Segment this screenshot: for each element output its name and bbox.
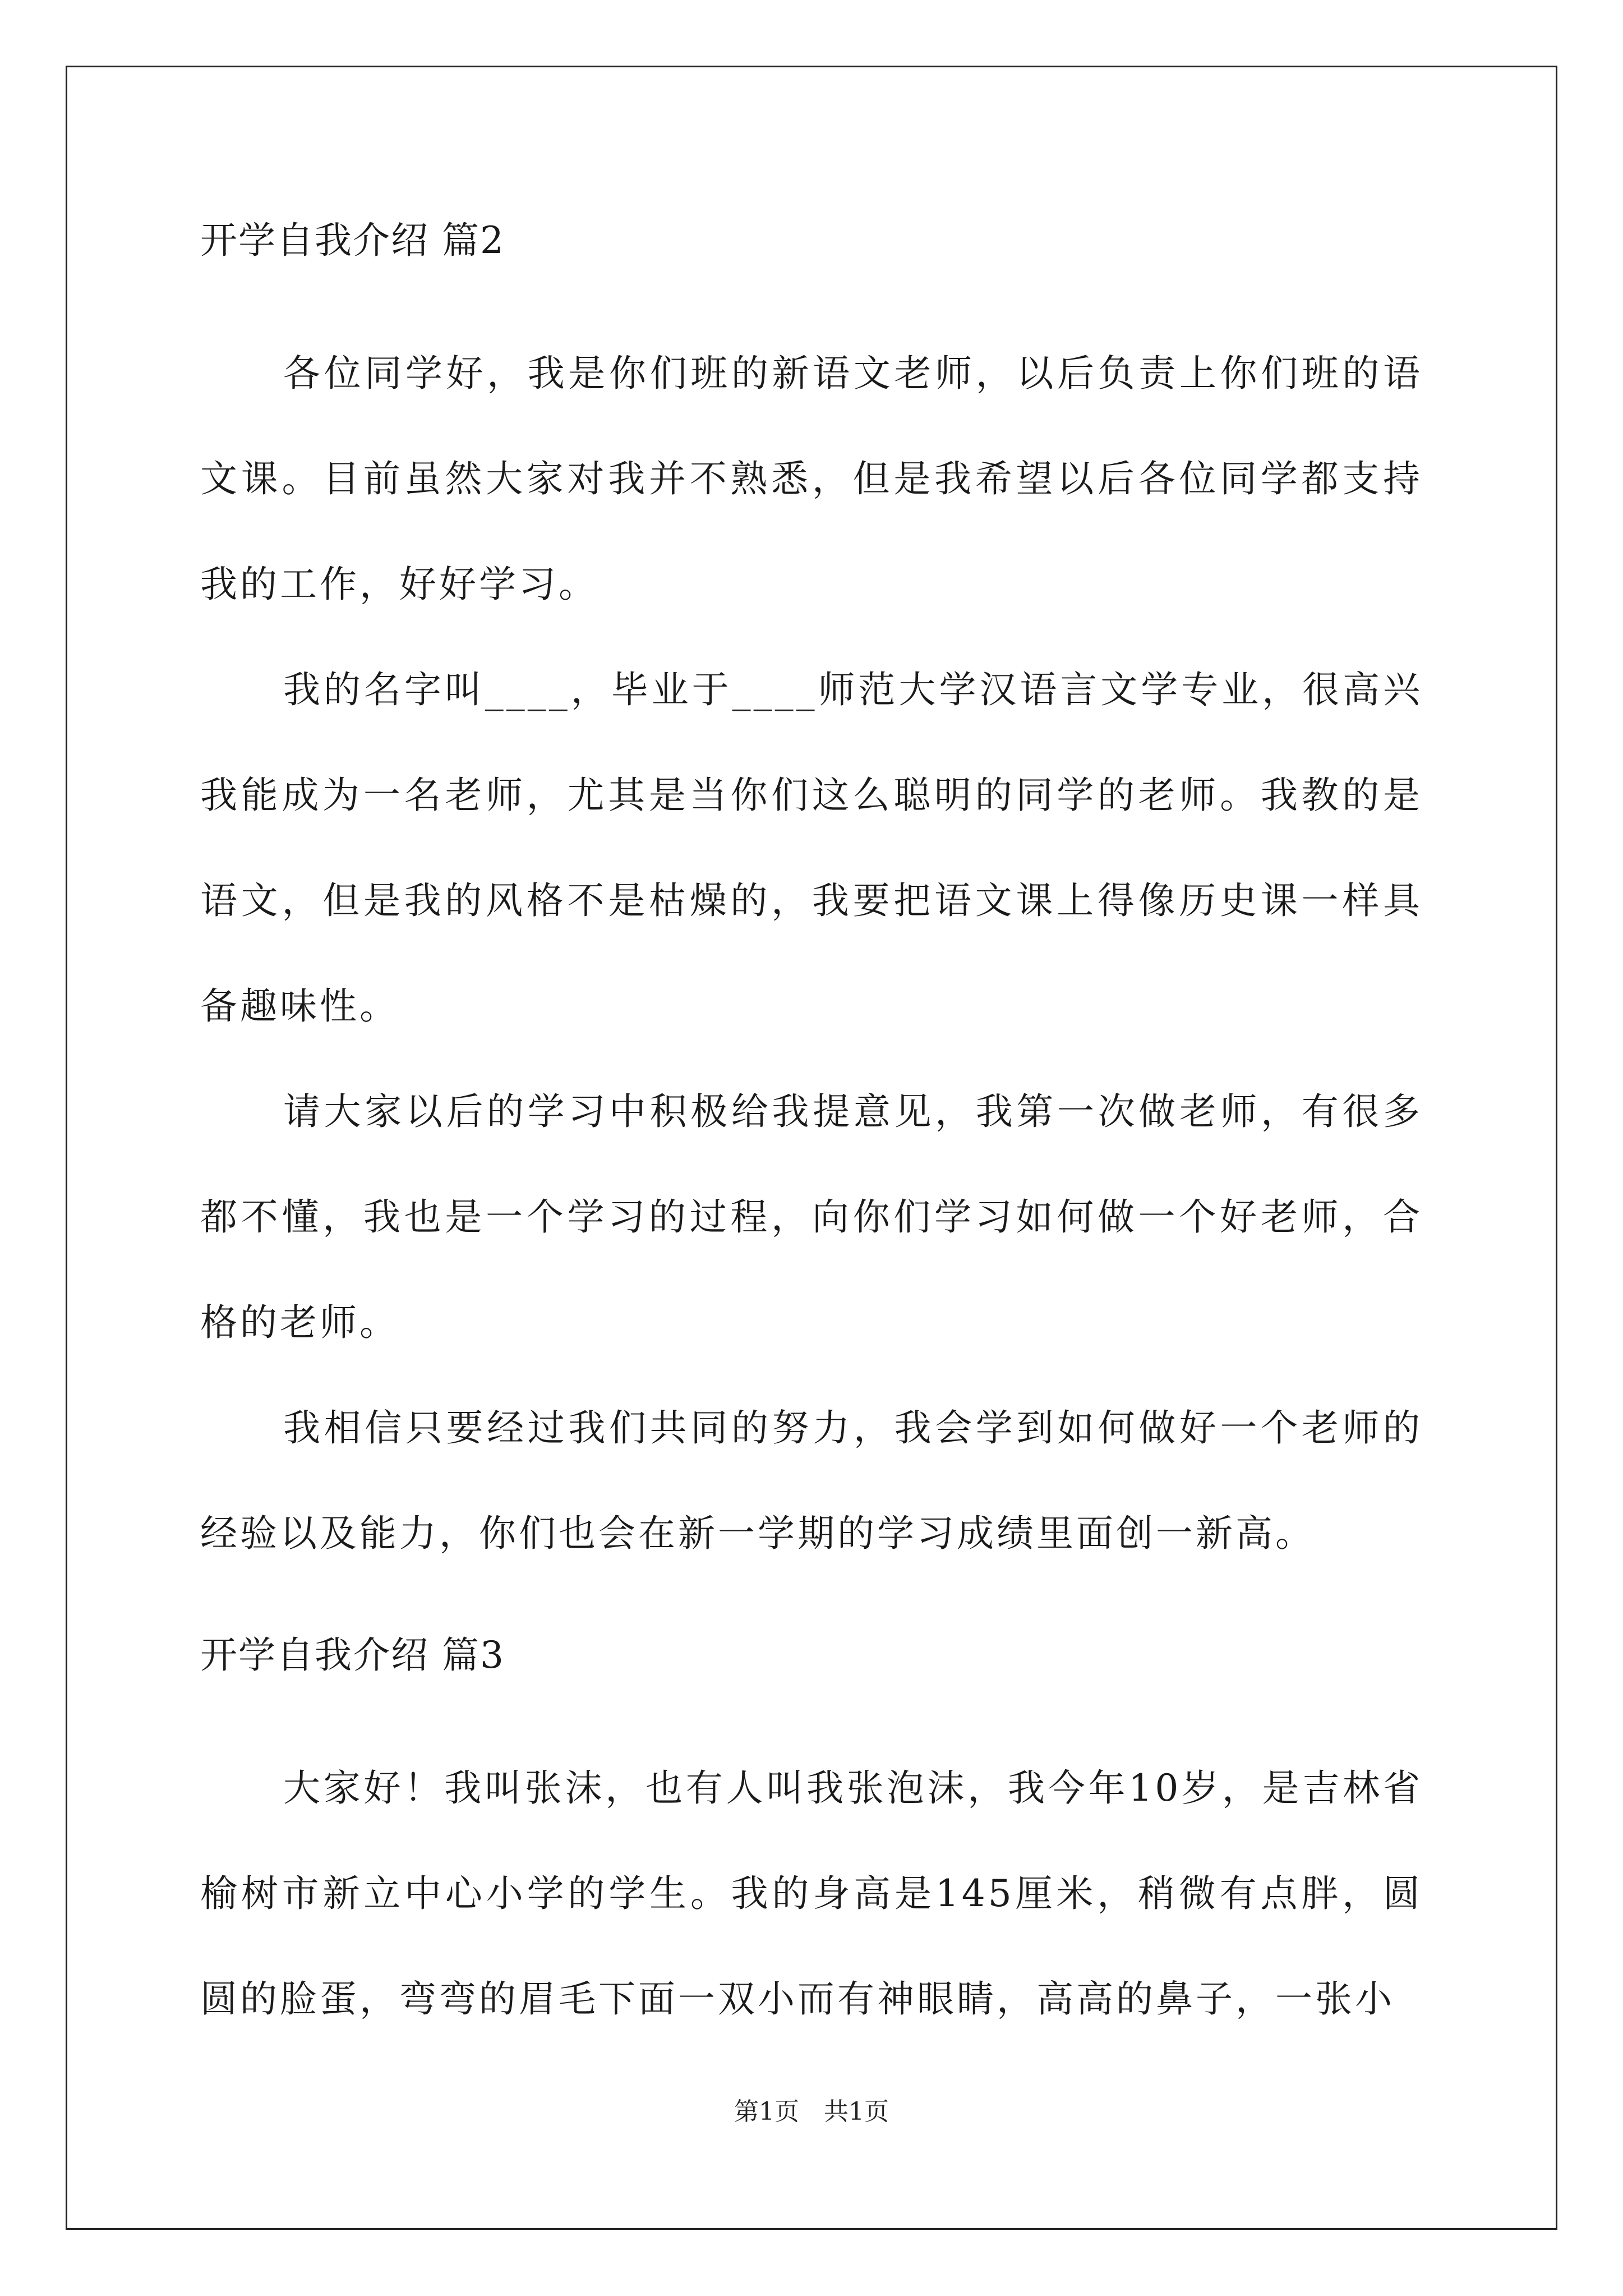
paragraph: 各位同学好，我是你们班的新语文老师，以后负责上你们班的语文课。目前虽然大家对我并不熟悉，但是我希望以后各位同学都支持我的工作，好好学习。 (200, 352, 1423, 606)
section-heading: 开学自我介绍 篇2 (200, 219, 505, 262)
page-footer: 第1页 共1页 (734, 2097, 889, 2126)
paragraph: 请大家以后的学习中积极给我提意见，我第一次做老师，有很多都不懂，我也是一个学习的过程，向你们学习如何做一个好老师，合格的老师。 (200, 1090, 1423, 1344)
paragraph: 我相信只要经过我们共同的努力，我会学到如何做好一个老师的经验以及能力，你们也会在新一学期的学习成绩里面创一新高。 (200, 1406, 1423, 1555)
paragraph: 大家好！我叫张沫，也有人叫我张泡沫，我今年10岁，是吉林省榆树市新立中心小学的学生。我的身高是145厘米，稍微有点胖，圆圆的脸蛋，弯弯的眉毛下面一双小而有神眼睛，高高的鼻子，一张小 (200, 1766, 1423, 2021)
document-body (200, 219, 1423, 2052)
paragraph: 我的名字叫____，毕业于____师范大学汉语言文学专业，很高兴我能成为一名老师，尤其是当你们这么聪明的同学的老师。我教的是语文，但是我的风格不是枯燥的，我要把语文课上得像历史课一样具备趣味性。 (200, 668, 1423, 1028)
section-heading: 开学自我介绍 篇3 (200, 1634, 505, 1677)
section-2 (200, 219, 1423, 1586)
section-3 (200, 1634, 1423, 2052)
